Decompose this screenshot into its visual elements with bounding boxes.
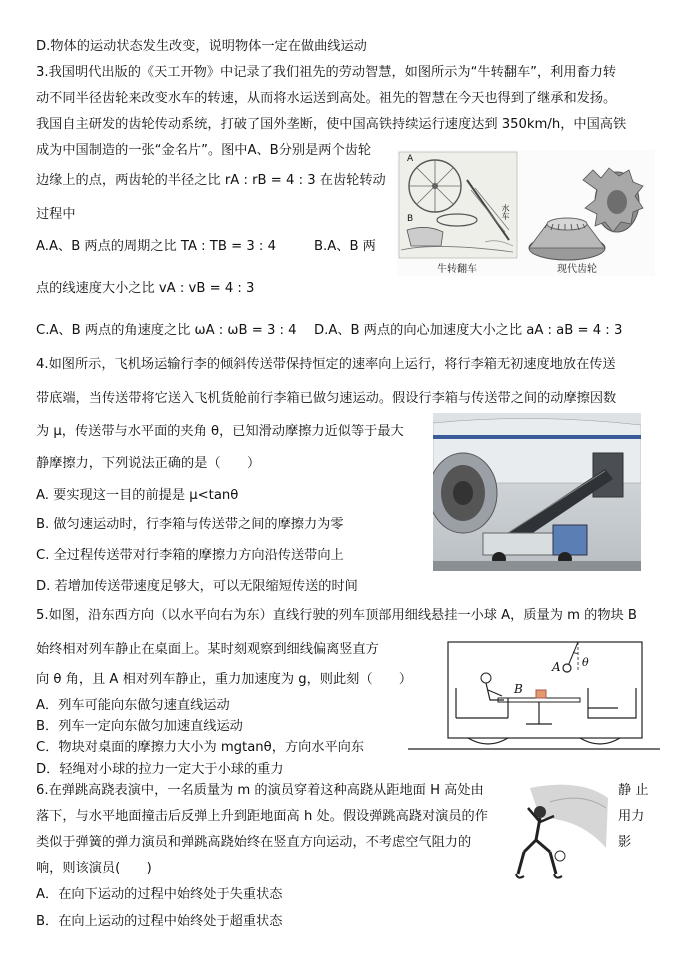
q4-option-a: A. 要实现这一目的前提是 μ<tanθ [36,488,239,503]
q2-option-d: D.物体的运动状态发生改变，说明物体一定在做曲线运动 [36,39,367,54]
q3-caption-right: 现代齿轮 [557,264,597,275]
q5-stem-line2: 始终相对列车静止在桌面上。某时刻观察到细线偏离竖直方 [36,642,379,657]
q3-option-b-part1: B.A、B 两 [314,239,376,254]
q5-fig-label-theta: θ [582,656,589,669]
q3-option-d: D.A、B 两点的向心加速度大小之比 aA : aB = 4 : 3 [314,323,623,338]
q4-option-c: C. 全过程传送带对行李箱的摩擦力方向沿传送带向上 [36,548,344,563]
q5-option-c: C．物块对桌面的摩擦力大小为 mgtanθ，方向水平向东 [36,740,365,755]
q6-option-b: B．在向上运动的过程中始终处于超重状态 [36,914,283,929]
conveyor-illustration [433,413,641,571]
q3-option-b-part2: 点的线速度大小之比 vA : vB = 4 : 3 [36,281,255,296]
q5-train-figure [408,638,660,756]
q3-stem-line5: 边缘上的点，两齿轮的半径之比 rA : rB = 4 : 3 在齿轮转动 [36,173,386,188]
q6-stem-line2: 落下，与水平地面撞击后反弹上升到距地面高 h 处。假设弹跳高跷对演员的作 [36,809,488,824]
q3-option-c: C.A、B 两点的角速度之比 ωA : ωB = 3 : 4 [36,323,297,338]
q3-fig-label-b: B [407,214,414,224]
q6-stem-tail1: 静 止 [618,783,649,798]
q3-stem-line1: 3.我国明代出版的《天工开物》中记录了我们祖先的劳动智慧，如图所示为“牛转翻车”，利用畜力转 [36,65,617,80]
q6-option-a: A．在向下运动的过程中始终处于失重状态 [36,887,283,902]
q4-option-b: B. 做匀速运动时，行李箱与传送带之间的摩擦力为零 [36,517,344,532]
q4-stem-line2: 带底端，当传送带将它送入飞机货舱前行李箱已做匀速运动。假设行李箱与传送带之间的动摩擦因数 [36,391,617,406]
train-diagram [408,638,660,756]
q5-fig-label-a: A [552,660,561,674]
q3-stem-line6: 过程中 [36,207,76,222]
q6-stilt-photo [510,778,610,882]
q3-caption-left: 牛转翻车 [437,264,477,275]
q3-stem-line2: 动不同半径齿轮来改变水车的转速，从而将水运送到高处。祖先的智慧在今天也得到了继承和发扬。 [36,91,617,106]
q6-stem-line3: 类似于弹簧的弹力演员和弹跳高跷始终在竖直方向运动，不考虑空气阻力的 [36,835,472,850]
q3-stem-line4: 成为中国制造的一张“金名片”。图中A、B分别是两个齿轮 [36,143,372,158]
q4-conveyor-photo [433,413,641,571]
q5-stem-line3: 向 θ 角，且 A 相对列车静止，重力加速度为 g，则此刻（ ） [36,672,413,687]
q3-figure [397,150,655,276]
q3-stem-line3: 我国自主研发的齿轮传动系统，打破了国外垄断，使中国高铁持续运行速度达到 350km/h，中国高铁 [36,117,627,132]
q3-fig-label-water: 水车 [501,204,510,220]
q6-stem-tail3: 影 [618,835,632,850]
q5-option-a: A．列车可能向东做匀速直线运动 [36,698,230,713]
q4-stem-line4: 静摩擦力，下列说法正确的是（ ） [36,456,261,471]
q5-option-d: D．轻绳对小球的拉力一定大于小球的重力 [36,762,284,777]
q6-stem-line4: 响，则该演员( ) [36,861,152,876]
q5-option-b: B．列车一定向东做匀加速直线运动 [36,719,243,734]
q6-stem-tail2: 用力 [618,809,645,824]
stilt-jumper-illustration [510,778,610,882]
q4-stem-line3: 为 μ，传送带与水平面的夹角 θ，已知滑动摩擦力近似等于最大 [36,424,404,439]
q5-fig-label-b: B [514,682,523,696]
q5-stem-line1: 5.如图，沿东西方向（以水平向右为东）直线行驶的列车顶部用细线悬挂一小球 A，质量为 m 的物块 B [36,608,637,623]
q4-stem-line1: 4.如图所示，飞机场运输行李的倾斜传送带保持恒定的速率向上运行，将行李箱无初速度地放在传送 [36,357,616,372]
gear-illustration [397,150,655,276]
q3-fig-label-a: A [407,154,414,164]
q3-option-a: A.A、B 两点的周期之比 TA : TB = 3 : 4 [36,239,276,254]
q4-option-d: D. 若增加传送带速度足够大，可以无限缩短传送的时间 [36,579,358,594]
q6-stem-line1: 6.在弹跳高跷表演中，一名质量为 m 的演员穿着这种高跷从距地面 H 高处由 [36,783,484,798]
